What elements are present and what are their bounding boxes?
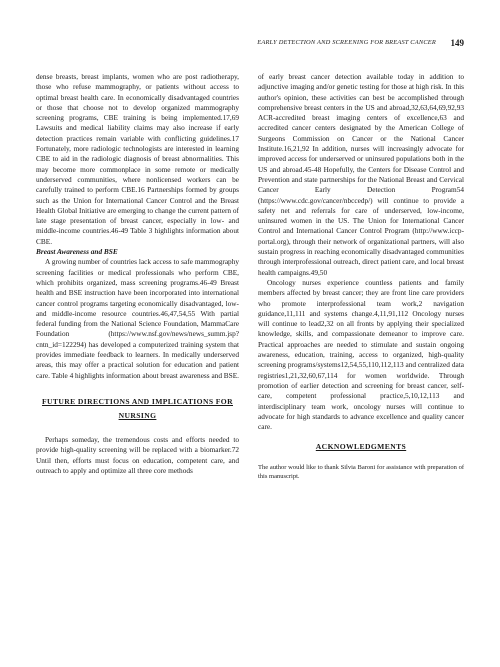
body-paragraph: dense breasts, breast implants, women who are post radiotherapy, those who refuse mammography, or patients without access to optimal breast health care. In economically disadvantaged countries or those that choose not to develop organized mammography screening programs, CBE training is being implemented.17,69 Lawsuits and medical liability claims may also increase if early detection practices remain variable with conflicting guidelines.17 Fortunately, more radiologic technologists are interested in learning CBE to aid in the radiologic diagnosis of breast abnormalities. This may become more commonplace in some remote or medically underserved communities, where nonlicensed workers can be carefully trained to perform CBE.16 Partnerships formed by groups such as the Union for International Cancer Control and the Breast Health Global Initiative are emerging to change the current pattern of late stage presentation of breast cancer, especially in low- and middle-income countries.46-49 Table 3 highlights information about CBE. <box>36 72 239 246</box>
right-column <box>258 72 464 481</box>
page-number: 149 <box>450 38 464 48</box>
body-paragraph: Perhaps someday, the tremendous costs and efforts needed to provide high-quality screening will be replaced with a biomarker.72 Until then, efforts must focus on education, competent care, and outreach to apply and optimize all three core methods <box>36 434 239 475</box>
left-column <box>36 72 239 476</box>
running-title: EARLY DETECTION AND SCREENING FOR BREAST CANCER <box>257 39 436 46</box>
body-paragraph: Oncology nurses experience countless patients and family members affected by breast cancer; they are front line care providers who promote interprofessional team work,2 navigation guidance,11,111 and systems change.4,11,91,112 Oncology nurses will continue to lead2,32 on all fronts by applying their specialized knowledge, skills, and compassionate demeanor to improve care. Practical approaches are needed to stimulate and sustain ongoing awareness, education, training, access to organized, high-quality screening programs/systems12,54,55,110,112,113 and centralized data registries1,21,32,60,67,114 for women worldwide. Through promotion of earlier detection and screening for breast cancer, self-care, competent professional practice,5,10,12,113 and interdisciplinary team work, oncology nurses will continue to advocate for high standards to advance excellence and quality cancer care. <box>258 277 464 432</box>
body-paragraph: of early breast cancer detection available today in addition to adjunctive imaging and/or genetic testing for those at high risk. In this author's opinion, these activities can best be accomplished through comprehensive breast centers in the US and abroad,32,63,64,69,92,93 ACR-accredited breast imaging centers of excellence,63 and accredited cancer centers designated by the American College of Surgeons Commission on Cancer or the National Cancer Institute.16,21,92 In addition, nurses will increasingly advocate for improved access for underserved or uninsured populations both in the US and abroad.45-48 Hopefully, the Centers for Disease Control and Prevention and state partnerships for the National Breast and Cervical Cancer Early Detection Program54 (https://www.cdc.gov/cancer/nbccedp/) will continue to provide a safety net and referrals for care of underserved, low-income, uninsured women in the US. The Union for International Cancer Control and International Cancer Control Program (http://www.iccp-portal.org), through their network of organizational partners, will also sustain progress in reaching economically disadvantaged communities through interprofessional outreach, direct patient care, and local breast health campaigns.49,50 <box>258 72 464 277</box>
acknowledgments-heading: ACKNOWLEDGMENTS <box>315 442 407 452</box>
acknowledgments-text: The author would like to thank Silvia Baroni for assistance with preparation of this manuscript. <box>258 463 464 480</box>
subheading: Breast Awareness and BSE <box>36 247 118 257</box>
running-header <box>36 36 464 50</box>
body-paragraph: A growing number of countries lack access to safe mammography screening facilities or medical professionals who perform CBE, which prohibits organized, mass screening programs.46-49 Breast health and BSE instruction have been incorporated into international cancer control programs targeting economically disadvantaged, low- and middle-income resource countries.46,47,54,55 With partial federal funding from the National Science Foundation, MammaCare Foundation (https://www.nsf.gov/news/news_summ.jsp?cntn_id=122294) has developed a computerized training system that provides immediate feedback to learners. In medically underserved areas, this may offer a practical solution for education and patient care. Table 4 highlights information about breast awareness and BSE. <box>36 257 240 380</box>
section-heading: FUTURE DIRECTIONS AND IMPLICATIONS FOR NURSING <box>41 396 233 420</box>
